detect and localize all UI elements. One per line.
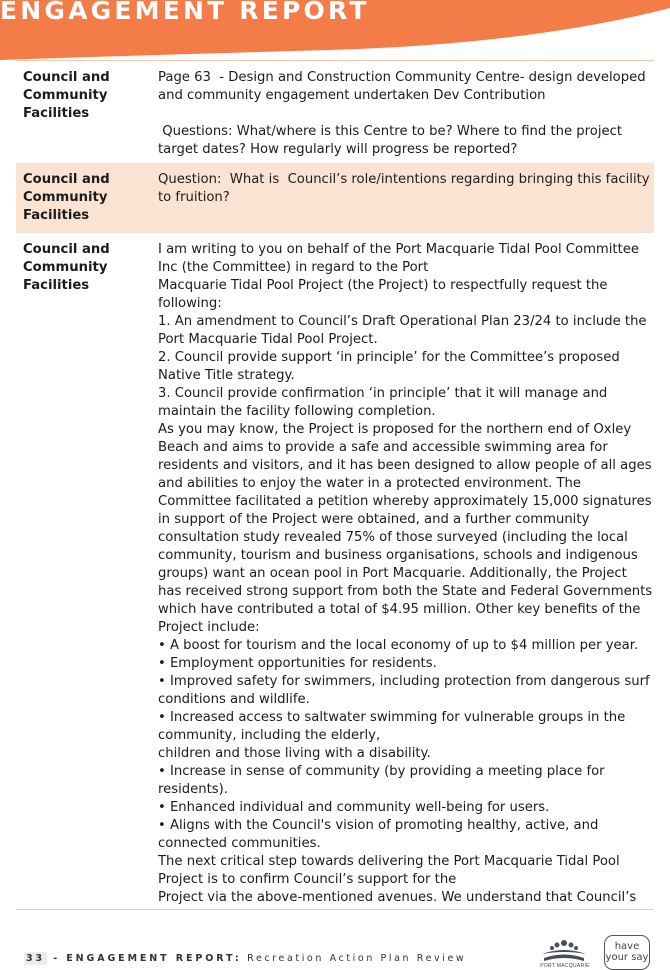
comment-line: As you may know, the Project is proposed for the northern end of Oxley Beach and aims to provide a safe and accessible swimming area for residents and visitors, and it has been designed to allow people of all ages and abilities to enjoy the water in a protected environment. The Committee facilitated a petition whereby approximately 15,000 signatures in support of the Project were obtained, and a further community consultation study revealed 75% of those surveyed (including the local community, tourism and business organisations, schools and indigenous groups) want an ocean pool in Port Macquarie. Additionally, the Project has received strong support from both the State and Federal Governments which have contributed a total of $4.95 million. Other key benefits of the Project include: (158, 422, 657, 635)
comment-line: • Increased access to saltwater swimming for vulnerable groups in the community, including the elderly, (158, 710, 630, 743)
comment-paragraph: Page 63 - Design and Construction Community Centre- design developed and community engagement undertaken Dev Contribution (158, 70, 650, 103)
council-logo-text: PORT MACQUARIE (540, 963, 590, 969)
footer-subtitle: Recreation Action Plan Review (241, 953, 467, 964)
page-footer (24, 953, 466, 964)
comment-line: I am writing to you on behalf of the Port Macquarie Tidal Pool Committee Inc (the Committee) in regard to the Port (158, 242, 644, 275)
comment-cell (150, 66, 654, 163)
table-row (16, 163, 654, 233)
table-row (16, 66, 654, 163)
feedback-table (16, 66, 657, 913)
comment-line: The next critical step towards delivering the Port Macquarie Tidal Pool Project is to confirm Council’s support for the (158, 854, 624, 887)
comment-paragraph: Questions: What/where is this Centre to be? Where to find the project target dates? How regularly will progress be reported? (158, 124, 627, 157)
category-cell: Council and Community Facilities (23, 242, 110, 293)
comment-line: 3. Council provide confirmation ‘in principle’ that it will manage and maintain the facility following completion. (158, 386, 612, 419)
comment-paragraph: Question: What is Council’s role/intentions regarding bringing this facility to fruition? (158, 172, 654, 205)
top-divider (16, 60, 654, 61)
category-cell: Council and Community Facilities (23, 70, 110, 121)
footer-label: - ENGAGEMENT REPORT: (47, 953, 242, 964)
comment-line: • Enhanced individual and community well-being for users. (158, 800, 550, 815)
comment-line: Project via the above-mentioned avenues. We understand that Council’s (158, 890, 637, 905)
comment-line: • A boost for tourism and the local economy of up to $4 million per year. (158, 638, 639, 653)
comment-line: 1. An amendment to Council’s Draft Operational Plan 23/24 to include the Port Macquarie Tidal Pool Project. (158, 314, 651, 347)
page-number: 33 (26, 953, 46, 964)
table-row (16, 233, 654, 913)
comment-cell (150, 163, 654, 233)
comment-line: • Employment opportunities for residents. (158, 656, 437, 671)
comment-line: • Improved safety for swimmers, including protection from dangerous surf conditions and wildlife. (158, 674, 654, 707)
comment-line: children and those living with a disability. (158, 746, 431, 761)
page-title: ENGAGEMENT REPORT (0, 0, 370, 25)
comment-cell (150, 233, 657, 913)
header-banner (0, 0, 670, 64)
comment-line: 2. Council provide support ‘in principle’ for the Committee’s proposed Native Title strategy. (158, 350, 624, 383)
bottom-divider (16, 909, 654, 910)
comment-line: • Aligns with the Council's vision of promoting healthy, active, and connected communities. (158, 818, 603, 851)
have-your-say-line: have (614, 941, 640, 952)
have-your-say-logo (604, 935, 650, 970)
comment-line: Macquarie Tidal Pool Project (the Project) to respectfully request the following: (158, 278, 612, 311)
have-your-say-line: your say (605, 952, 649, 963)
category-cell: Council and Community Facilities (16, 163, 150, 233)
comment-line: • Increase in sense of community (by providing a meeting place for residents). (158, 764, 609, 797)
